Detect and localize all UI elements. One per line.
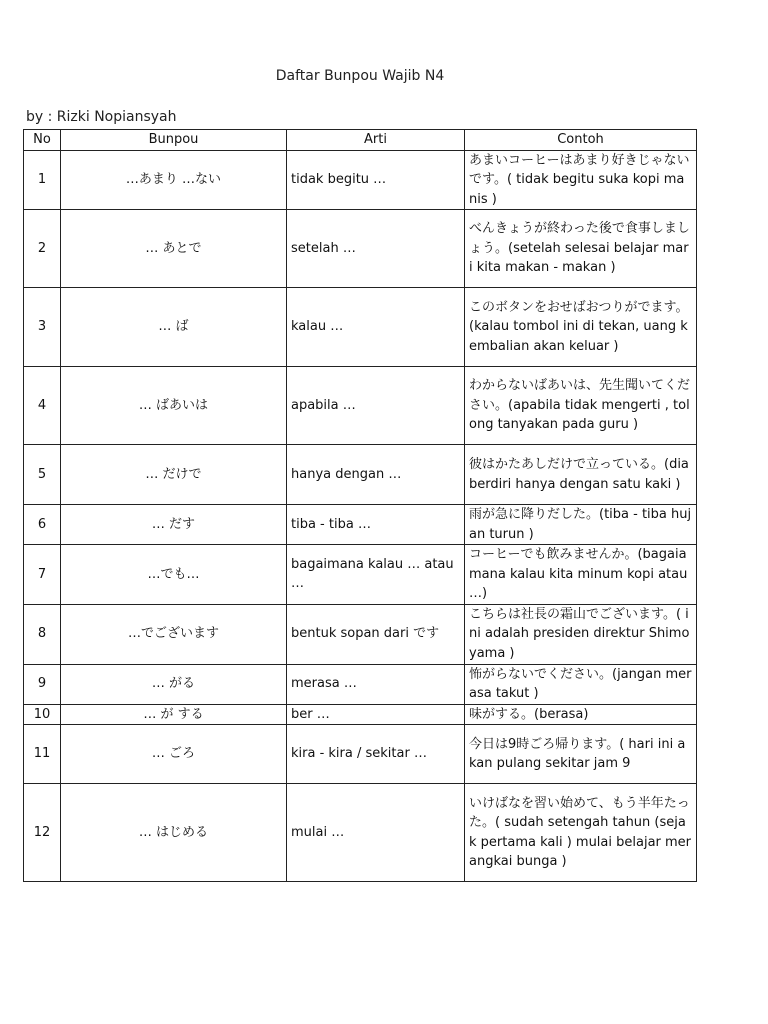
contoh-cell: [465, 445, 697, 505]
arti-cell: apabila …: [287, 367, 465, 445]
bunpou-cell: … が する: [61, 704, 287, 725]
row-number: 9: [24, 664, 61, 704]
row-number: 4: [24, 367, 61, 445]
contoh-text: コーヒーでも飲みませんか。(bagaiamana kalau kita minum kopi atau …): [469, 547, 688, 601]
table-row: [24, 367, 697, 445]
arti-cell: mulai …: [287, 784, 465, 882]
table-row: [24, 604, 697, 664]
contoh-cell: [465, 604, 697, 664]
arti-cell: tidak begitu …: [287, 150, 465, 210]
bunpou-cell: … ば: [61, 288, 287, 367]
contoh-text: いけばなを習い始めて、もう半年たった。( sudah setengah tahun (sejak pertama kali ) mulai belajar merangkai bunga ): [469, 795, 692, 869]
contoh-cell: [465, 210, 697, 288]
grammar-table: [23, 129, 697, 882]
bunpou-cell: … ごろ: [61, 725, 287, 784]
header-contoh: Contoh: [465, 130, 697, 151]
contoh-text: 雨が急に降りだした。(tiba - tiba hujan turun ): [469, 507, 692, 542]
contoh-text: こちらは社長の霜山でございます。( ini adalah presiden direktur Shimoyama ): [469, 606, 690, 661]
contoh-cell: [465, 725, 697, 784]
row-number: 3: [24, 288, 61, 367]
arti-cell: bentuk sopan dari です: [287, 604, 465, 664]
arti-cell: bagaimana kalau … atau …: [287, 545, 465, 605]
row-number: 8: [24, 604, 61, 664]
contoh-cell: [465, 367, 697, 445]
row-number: 2: [24, 210, 61, 288]
table-row: [24, 505, 697, 545]
arti-cell: setelah …: [287, 210, 465, 288]
author-line: by : Rizki Nopiansyah: [26, 109, 177, 125]
bunpou-cell: … だす: [61, 505, 287, 545]
row-number: 6: [24, 505, 61, 545]
contoh-text: 今日は9時ごろ帰ります。( hari ini akan pulang sekitar jam 9: [469, 736, 686, 771]
row-number: 11: [24, 725, 61, 784]
contoh-cell: [465, 664, 697, 704]
row-number: 5: [24, 445, 61, 505]
row-number: 1: [24, 150, 61, 210]
arti-cell: tiba - tiba …: [287, 505, 465, 545]
table-row: [24, 445, 697, 505]
table-row: [24, 288, 697, 367]
row-number: 12: [24, 784, 61, 882]
arti-cell: kalau …: [287, 288, 465, 367]
contoh-text: べんきょうが終わった後で食事しましょう。(setelah selesai belajar mari kita makan - makan ): [469, 221, 690, 276]
bunpou-cell: … がる: [61, 664, 287, 704]
contoh-text: あまいコーヒーはあまり好きじゃないです。( tidak begitu suka kopi manis ): [469, 152, 690, 207]
arti-cell: ber …: [287, 704, 465, 725]
arti-cell: hanya dengan …: [287, 445, 465, 505]
table-row: [24, 210, 697, 288]
contoh-cell: [465, 505, 697, 545]
table-row: [24, 784, 697, 882]
contoh-cell: [465, 288, 697, 367]
table-row: [24, 725, 697, 784]
document-title: Daftar Bunpou Wajib N4: [275, 68, 445, 84]
table-row: [24, 704, 697, 725]
contoh-cell: [465, 704, 697, 725]
bunpou-cell: …でございます: [61, 604, 287, 664]
bunpou-cell: … ばあいは: [61, 367, 287, 445]
contoh-text: 彼はかたあしだけで立っている。(dia berdiri hanya dengan satu kaki ): [469, 457, 689, 492]
row-number: 7: [24, 545, 61, 605]
contoh-text: このボタンをおせばおつりがでます。(kalau tombol ini di tekan, uang kembalian akan keluar ): [469, 299, 689, 354]
header-arti: Arti: [287, 130, 465, 151]
arti-cell: kira - kira / sekitar …: [287, 725, 465, 784]
contoh-cell: [465, 150, 697, 210]
contoh-text: 味がする。(berasa): [469, 706, 589, 722]
contoh-cell: [465, 545, 697, 605]
table-row: [24, 664, 697, 704]
bunpou-cell: … はじめる: [61, 784, 287, 882]
bunpou-cell: … あとで: [61, 210, 287, 288]
table-row: [24, 545, 697, 605]
contoh-text: わからないばあいは、先生聞いてください。(apabila tidak mengerti , tolong tanyakan pada guru ): [469, 378, 691, 433]
table-header-row: [24, 130, 697, 151]
header-no: No: [24, 130, 61, 151]
contoh-cell: [465, 784, 697, 882]
arti-cell: merasa …: [287, 664, 465, 704]
bunpou-cell: …でも…: [61, 545, 287, 605]
bunpou-cell: … だけで: [61, 445, 287, 505]
header-bunpou: Bunpou: [61, 130, 287, 151]
table-row: [24, 150, 697, 210]
row-number: 10: [24, 704, 61, 725]
contoh-text: 怖がらないでください。(jangan merasa takut ): [469, 666, 692, 701]
bunpou-cell: …あまり …ない: [61, 150, 287, 210]
